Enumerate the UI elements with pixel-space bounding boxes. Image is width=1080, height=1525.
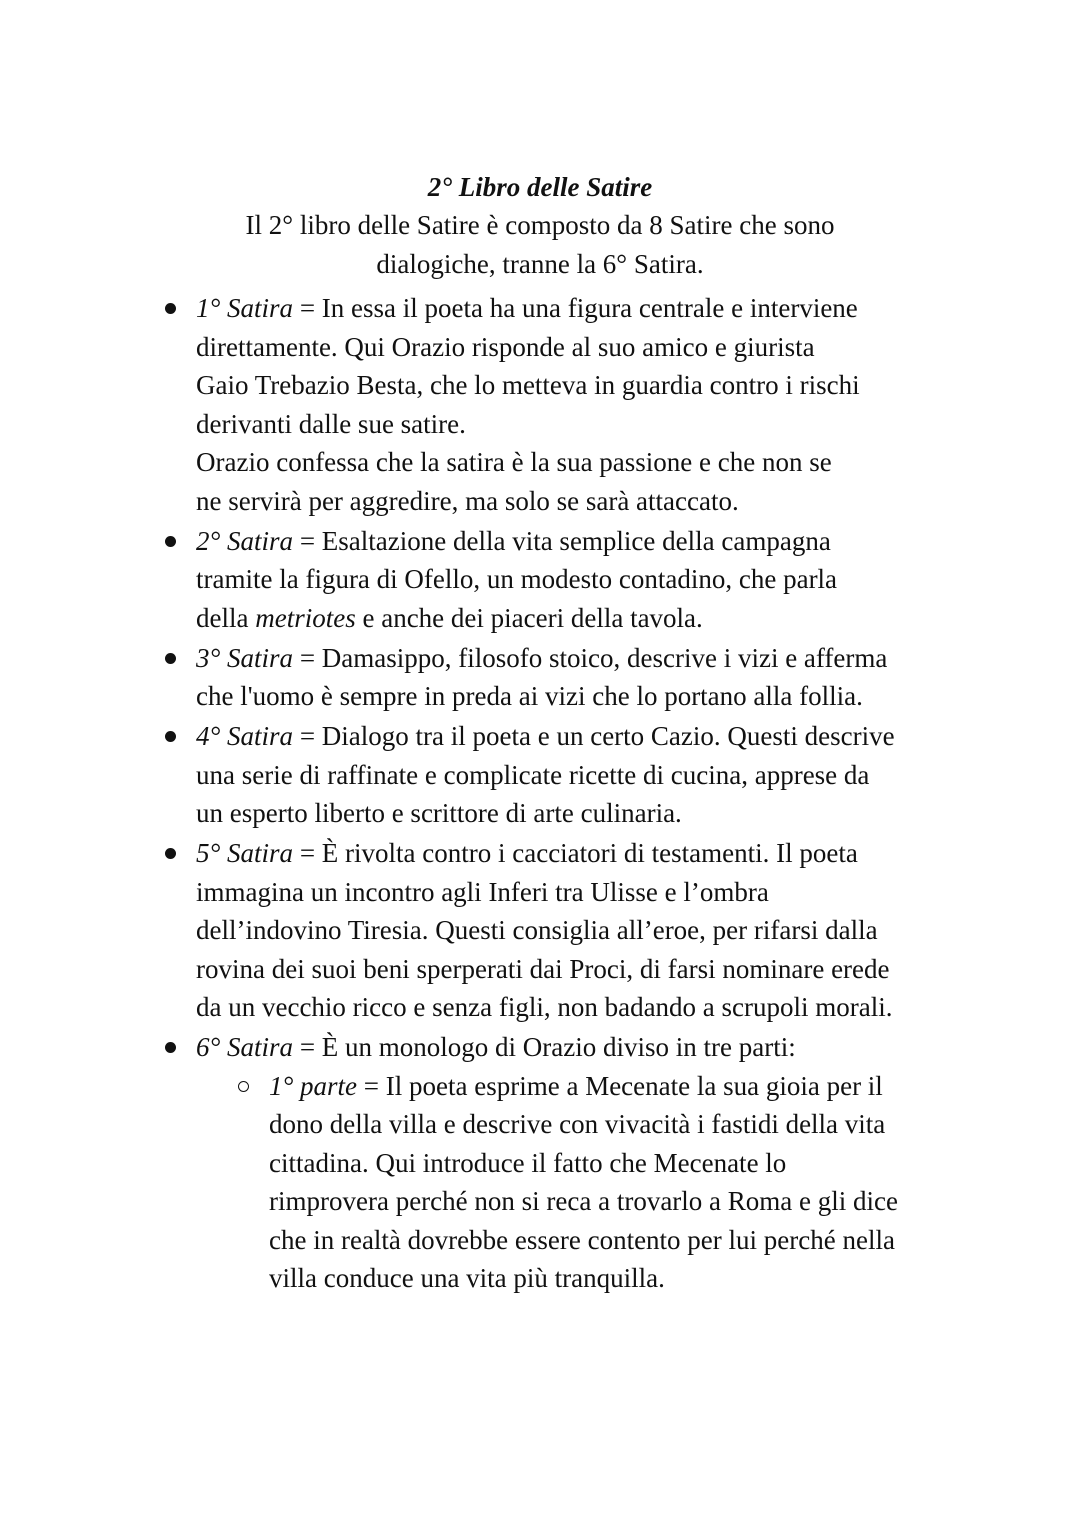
subitem-line: rimprovera perché non si reca a trovarlo a Roma e gli dice [269,1186,898,1216]
item-label: 3° Satira [196,642,294,673]
subitem-line: dono della villa e descrive con vivacità i fastidi della vita [269,1109,886,1139]
item-text: = Esaltazione della vita semplice della campagna [293,525,831,556]
list-item-satira-5 [0,834,1080,1027]
item-line [196,599,1080,638]
bullet-icon [165,731,176,742]
intro-line: Il 2° libro delle Satire è composto da 8 Satire che sono [245,210,835,240]
item-line: Gaio Trebazio Besta, che lo metteva in guardia contro i rischi [196,370,860,400]
bullet-icon [165,303,176,314]
item-text: = È rivolta contro i cacciatori di testamenti. Il poeta [293,838,858,868]
subitem-line: che in realtà dovrebbe essere contento per lui perché nella [269,1224,895,1255]
item-label: 1° Satira [196,293,294,323]
list-item-satira-3 [0,639,1080,716]
item-text: = In essa il poeta ha una figura centrale e interviene [293,293,858,323]
item-text: = Dialogo tra il poeta e un certo Cazio. Questi descrive [293,721,895,751]
item-line: direttamente. Qui Orazio risponde al suo amico e giurista [196,331,815,362]
intro-paragraph [0,206,1080,283]
item-line [196,1028,1080,1067]
item-line: Orazio confessa che la satira è la sua passione e che non se [196,447,832,477]
item-line [196,289,1080,328]
list-item-satira-1 [0,289,1080,520]
list-item-satira-2 [0,522,1080,638]
item-text: = È un monologo di Orazio diviso in tre parti: [293,1032,796,1062]
item-line: dell’indovino Tiresia. Questi consiglia all’eroe, per rifarsi dalla [196,915,878,945]
item-text: = Damasippo, filosofo stoico, descrive i vizi e afferma [293,642,888,673]
item-line [196,639,1080,678]
item-line: tramite la figura di Ofello, un modesto contadino, che parla [196,564,838,594]
item-text: della [196,602,256,633]
list-item-satira-6 [0,1028,1080,1298]
subitem-label: 1° parte [269,1070,358,1101]
subitem-line [269,1067,1080,1106]
item-text: e anche dei piaceri della tavola. [355,602,703,633]
italic-term: metriotes [255,602,356,633]
item-label: 6° Satira [196,1032,294,1062]
item-label: 2° Satira [196,525,294,556]
item-line: da un vecchio ricco e senza figli, non badando a scrupoli morali. [196,992,893,1022]
item-line: che l'uomo è sempre in preda ai vizi che lo portano alla follia. [196,681,863,711]
item-line: derivanti dalle sue satire. [196,408,466,439]
bullet-icon [165,1042,176,1053]
bullet-icon [165,848,176,859]
parts-sublist [196,1067,1080,1298]
item-line: una serie di raffinate e complicate ricette di cucina, apprese da [196,759,870,790]
sublist-item-parte-1 [196,1067,1080,1298]
item-line [196,834,1080,873]
satire-list [0,289,1080,1299]
subitem-line: cittadina. Qui introduce il fatto che Mecenate lo [269,1147,787,1178]
item-line: ne servirà per aggredire, ma solo se sarà attaccato. [196,485,739,516]
item-line [196,522,1080,561]
hollow-bullet-icon [238,1081,249,1092]
item-label: 4° Satira [196,721,294,751]
document-title: 2° Libro delle Satire [427,172,653,202]
bullet-icon [165,536,176,547]
subitem-text: = Il poeta esprime a Mecenate la sua gioia per il [357,1070,883,1101]
item-line: un esperto liberto e scrittore di arte culinaria. [196,798,682,828]
intro-line: dialogiche, tranne la 6° Satira. [376,248,704,279]
item-line [196,717,1080,756]
item-label: 5° Satira [196,838,294,868]
list-item-satira-4 [0,717,1080,833]
item-line: rovina dei suoi beni sperperati dai Proci, di farsi nominare erede [196,953,890,984]
bullet-icon [165,653,176,664]
item-line: immagina un incontro agli Inferi tra Ulisse e l’ombra [196,876,769,907]
subitem-line: villa conduce una vita più tranquilla. [269,1263,665,1293]
